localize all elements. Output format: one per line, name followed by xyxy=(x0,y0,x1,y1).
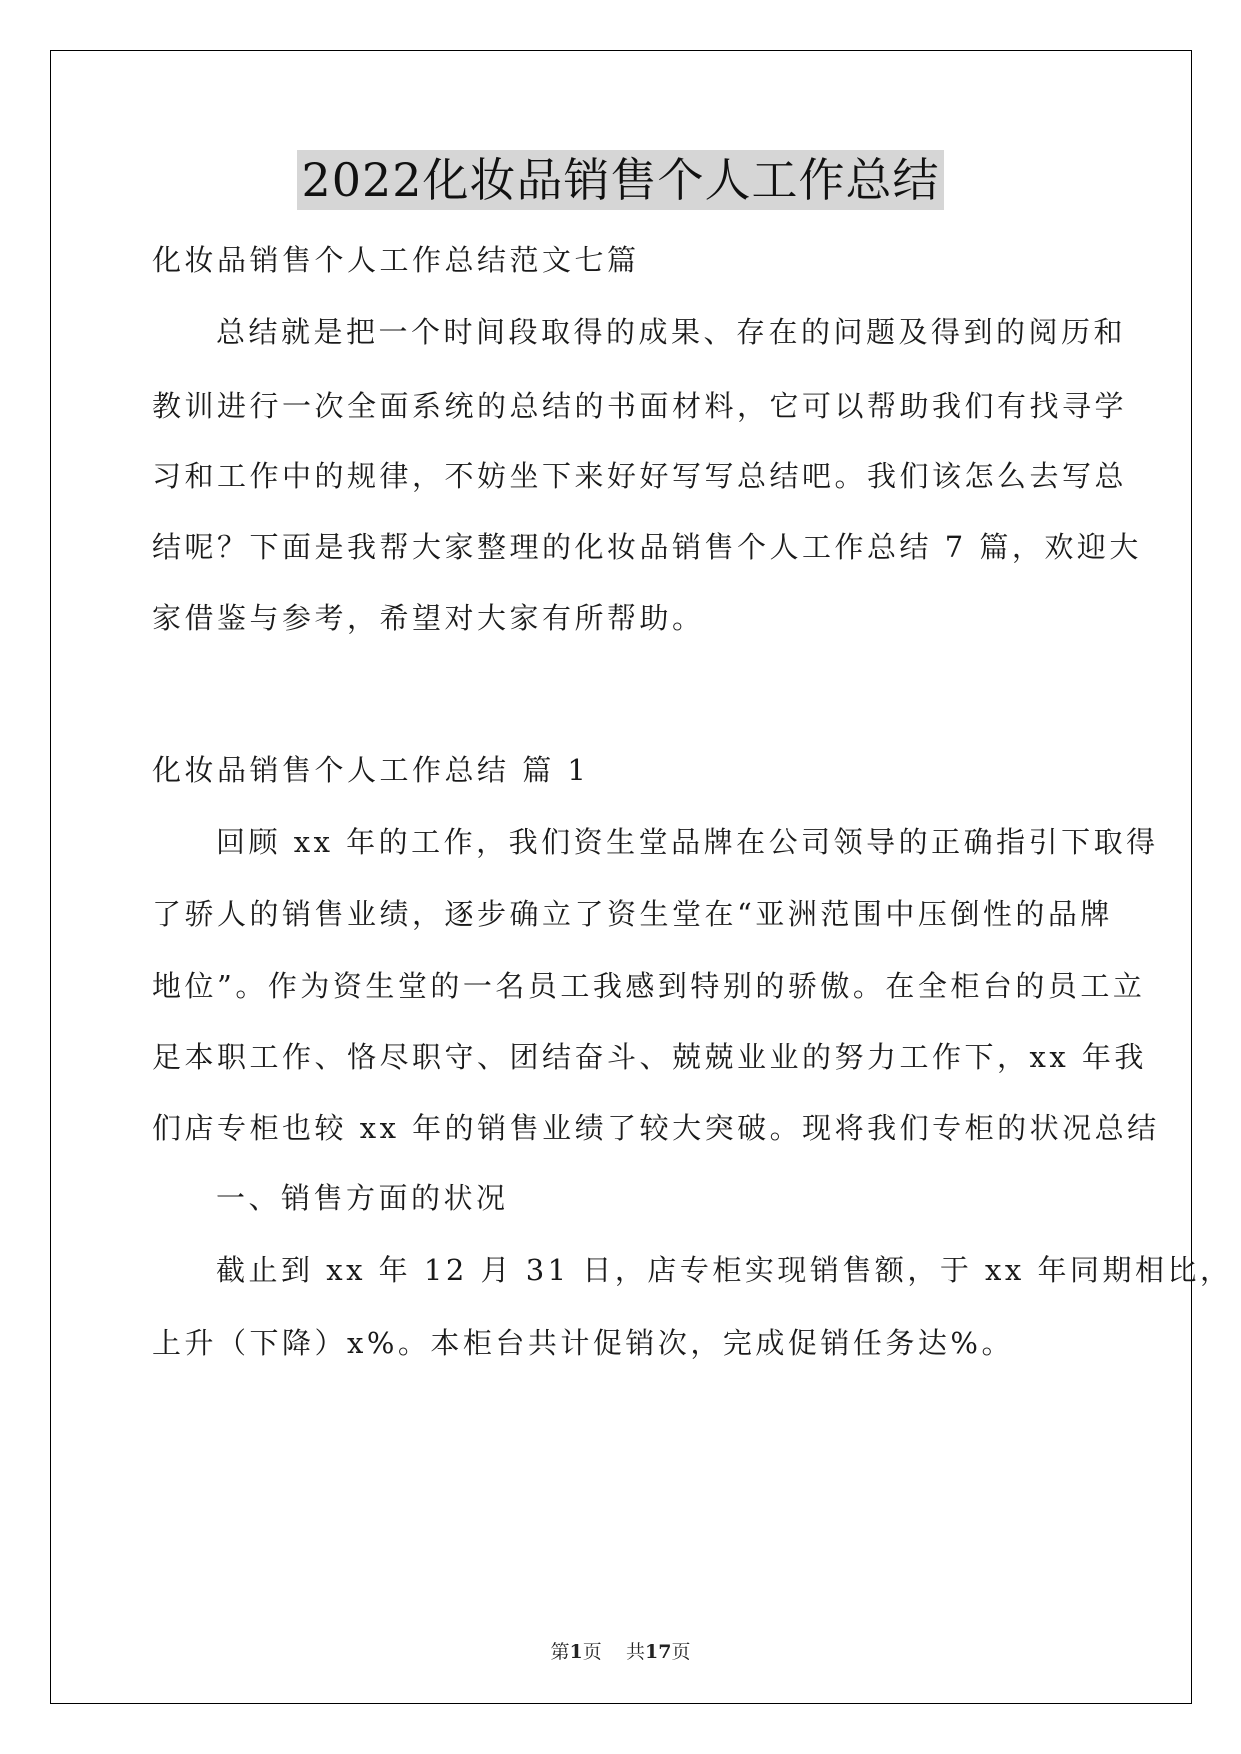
total-pages: 17 xyxy=(644,1641,672,1663)
body-line-5: 们店专柜也较 xx 年的销售业绩了较大突破。现将我们专柜的状况总结 xyxy=(152,1111,1160,1145)
intro-line-1: 总结就是把一个时间段取得的成果、存在的问题及得到的阅历和 xyxy=(216,315,1127,349)
sales-line-1: 截止到 xx 年 12 月 31 日，店专柜实现销售额，于 xx 年同期相比， xyxy=(216,1253,1233,1287)
intro-line-2: 教训进行一次全面系统的总结的书面材料，它可以帮助我们有找寻学 xyxy=(152,389,1128,423)
body-line-2: 了骄人的销售业绩，逐步确立了资生堂在“亚洲范围中压倒性的品牌 xyxy=(152,897,1113,931)
title-wrap xyxy=(0,150,1241,210)
page-border xyxy=(50,50,1192,1704)
page-footer xyxy=(0,1640,1241,1664)
intro-line-3: 习和工作中的规律，不妨坐下来好好写写总结吧。我们该怎么去写总 xyxy=(152,459,1128,493)
body-line-4: 足本职工作、恪尽职守、团结奋斗、兢兢业业的努力工作下，xx 年我 xyxy=(152,1040,1147,1074)
subtitle: 化妆品销售个人工作总结范文七篇 xyxy=(152,243,640,277)
body-line-1: 回顾 xx 年的工作，我们资生堂品牌在公司领导的正确指引下取得 xyxy=(216,825,1159,859)
page-label-prefix: 第 xyxy=(550,1641,570,1663)
page-number: 1 xyxy=(569,1641,583,1663)
body-line-3: 地位”。作为资生堂的一名员工我感到特别的骄傲。在全柜台的员工立 xyxy=(152,969,1146,1003)
page-label-suffix: 页 xyxy=(582,1641,602,1663)
intro-line-5: 家借鉴与参考，希望对大家有所帮助。 xyxy=(152,601,705,635)
document-title: 2022化妆品销售个人工作总结 xyxy=(297,150,943,210)
subheading: 一、销售方面的状况 xyxy=(216,1181,509,1215)
total-label-suffix: 页 xyxy=(671,1641,691,1663)
total-label-prefix: 共 xyxy=(625,1641,645,1663)
sales-line-2: 上升（下降）x%。本柜台共计促销次，完成促销任务达%。 xyxy=(152,1326,1014,1360)
intro-line-4: 结呢？下面是我帮大家整理的化妆品销售个人工作总结 7 篇，欢迎大 xyxy=(152,530,1142,564)
section-heading: 化妆品销售个人工作总结 篇 1 xyxy=(152,753,590,787)
